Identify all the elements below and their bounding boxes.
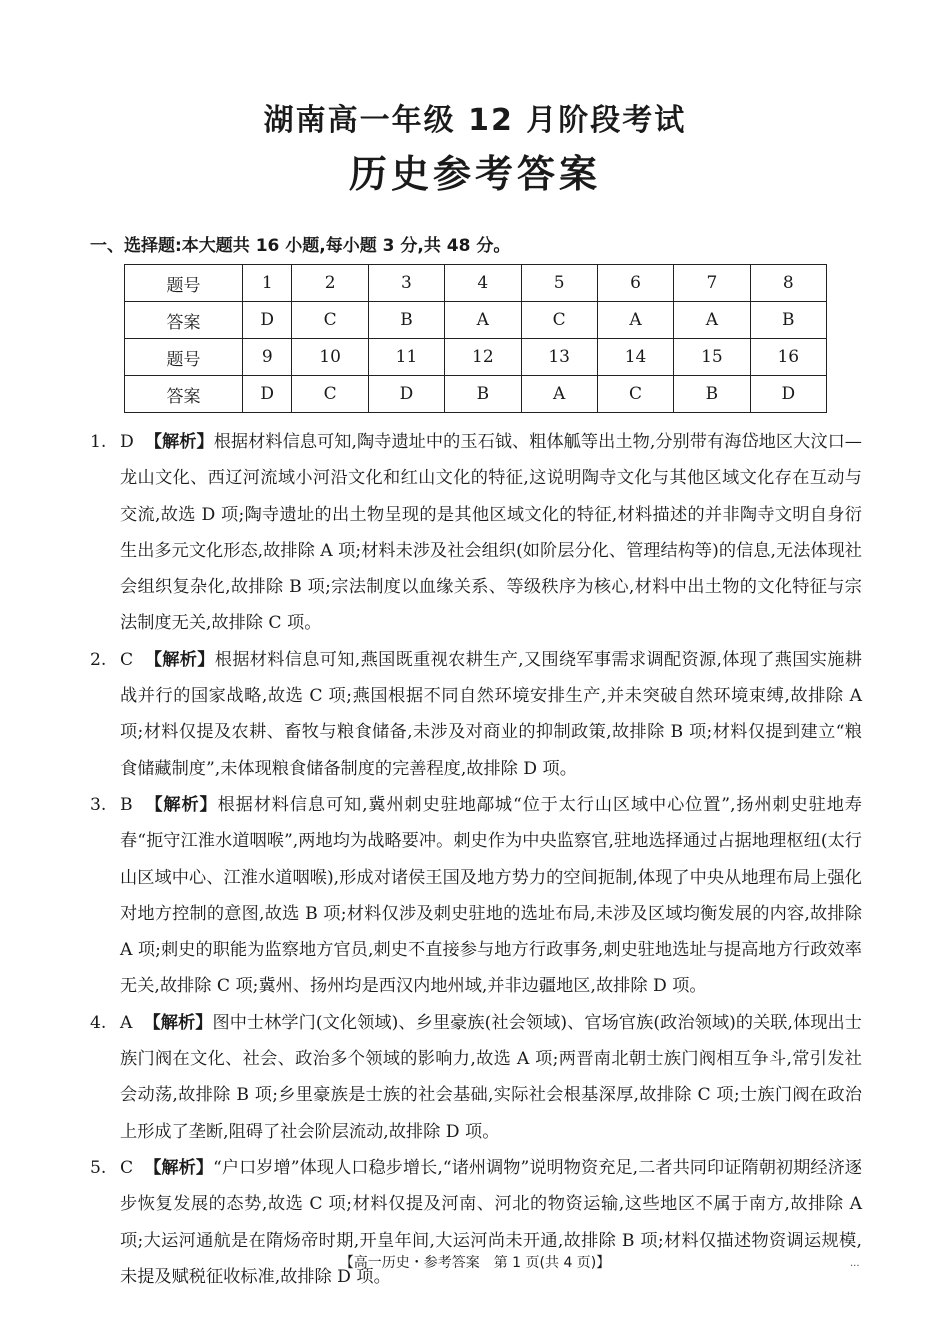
table-cell: 15	[674, 339, 750, 376]
item-answer: D	[120, 432, 134, 452]
table-cell: 3	[368, 265, 444, 302]
table-cell: D	[750, 376, 826, 413]
row-header-cell: 答案	[125, 376, 243, 413]
explanation-item	[90, 787, 862, 1005]
table-cell: 14	[597, 339, 673, 376]
item-number: 2.	[90, 649, 107, 670]
item-text: 图中士林学门(文化领域)、乡里豪族(社会领域)、官场官族(政治领域)的关联,体现出士族门阀在文化、社会、政治多个领域的影响力,故选 A 项;两晋南北朝士族门阀相互争斗,常引发社会动荡,故排除 B 项;乡里豪族是士族的社会基础,实际社会根基深厚,故排除 C 项;士族门阀在政治上形成了垄断,阻碍了社会阶层流动,故排除 D 项。	[120, 1012, 862, 1142]
item-number: 4.	[90, 1012, 107, 1033]
table-cell: 11	[368, 339, 444, 376]
table-cell: C	[597, 376, 673, 413]
analysis-tag: 【解析】	[144, 649, 215, 670]
table-cell: A	[521, 376, 597, 413]
item-number: 5.	[90, 1157, 107, 1178]
item-answer: A	[120, 1012, 133, 1033]
document-subtitle: 历史参考答案	[348, 152, 601, 196]
table-cell: D	[243, 376, 292, 413]
table-cell: 4	[445, 265, 521, 302]
analysis-tag: 【解析】	[145, 794, 218, 815]
item-text: 根据材料信息可知,燕国既重视农耕生产,又围绕军事需求调配资源,体现了燕国实施耕战并行的国家战略,故选 C 项;燕国根据不同自然环境安排生产,并未突破自然环境束缚,故排除 A 项;材料仅提及农耕、畜牧与粮食储备,未涉及对商业的抑制政策,故排除 B 项;材料仅提到建立“粮食储藏制度”,未体现粮食储备制度的完善程度,故排除 D 项。	[120, 649, 862, 779]
table-row	[125, 339, 827, 376]
explanation-item	[90, 1005, 862, 1150]
table-cell: 9	[243, 339, 292, 376]
explanation-item	[90, 642, 862, 787]
table-cell: 10	[292, 339, 368, 376]
item-answer: B	[120, 794, 133, 815]
item-answer: C	[120, 649, 134, 670]
table-cell: 6	[597, 265, 673, 302]
row-header-cell: 题号	[125, 339, 243, 376]
table-cell: 8	[750, 265, 826, 302]
table-row	[125, 302, 827, 339]
table-cell: 12	[445, 339, 521, 376]
table-cell: A	[445, 302, 521, 339]
table-cell: B	[750, 302, 826, 339]
row-header-cell: 题号	[125, 265, 243, 302]
exam-title: 湖南高一年级 12 月阶段考试	[263, 103, 687, 138]
table-cell: B	[674, 376, 750, 413]
item-text: “户口岁增”体现人口稳步增长,“诸州调物”说明物资充足,二者共同印证隋朝初期经济逐步恢复发展的态势,故选 C 项;材料仅提及河南、河北的物资运输,这些地区不属于南方,故排除 A 项;大运河通航是在隋炀帝时期,开皇年间,大运河尚未开通,故排除 B 项;材料仅描述物资调运规模,未提及赋税征收标准,故排除 D 项。	[120, 1157, 862, 1287]
item-number: 1.	[90, 432, 107, 452]
page-footer: 【高一历史・参考答案 第 1 页(共 4 页)】	[339, 1255, 611, 1271]
table-cell: A	[674, 302, 750, 339]
table-cell: 2	[292, 265, 368, 302]
table-cell: C	[521, 302, 597, 339]
table-cell: A	[597, 302, 673, 339]
item-number: 3.	[90, 794, 107, 815]
analysis-tag: 【解析】	[143, 1012, 213, 1033]
explanation-item	[90, 424, 862, 642]
section-heading: 一、选择题:本大题共 16 小题,每小题 3 分,共 48 分。	[90, 236, 511, 256]
table-cell: 7	[674, 265, 750, 302]
table-cell: B	[368, 302, 444, 339]
table-cell: C	[292, 376, 368, 413]
analysis-tag: 【解析】	[144, 432, 214, 452]
table-cell: 16	[750, 339, 826, 376]
footer-mark: ...	[850, 1258, 860, 1269]
explanation-item	[90, 1150, 862, 1295]
table-cell: 1	[243, 265, 292, 302]
item-text: 根据材料信息可知,冀州刺史驻地鄗城“位于太行山区域中心位置”,扬州刺史驻地寿春“扼守江淮水道咽喉”,两地均为战略要冲。刺史作为中央监察官,驻地选择通过占据地理枢纽(太行山区域中心、江淮水道咽喉),形成对诸侯王国及地方势力的空间扼制,体现了中央从地理布局上强化对地方控制的意图,故选 B 项;材料仅涉及刺史驻地的选址布局,未涉及区域均衡发展的内容,故排除 A 项;刺史的职能为监察地方官员,刺史不直接参与地方行政事务,刺史驻地选址与提高地方行政效率无关,故排除 C 项;冀州、扬州均是西汉内地州域,并非边疆地区,故排除 D 项。	[120, 794, 862, 997]
answer-table	[124, 264, 827, 413]
table-cell: B	[445, 376, 521, 413]
table-row	[125, 376, 827, 413]
table-cell: C	[292, 302, 368, 339]
item-text: 根据材料信息可知,陶寺遗址中的玉石钺、粗体觚等出土物,分别带有海岱地区大汶口—龙山文化、西辽河流域小河沿文化和红山文化的特征,这说明陶寺文化与其他区域文化存在互动与交流,故选 D 项;陶寺遗址的出土物呈现的是其他区域文化的特征,材料描述的并非陶寺文明自身衍生出多元文化形态,故排除 A 项;材料未涉及社会组织(如阶层分化、管理结构等)的信息,无法体现社会组织复杂化,故排除 B 项;宗法制度以血缘关系、等级秩序为核心,材料中出土物的文化特征与宗法制度无关,故排除 C 项。	[120, 432, 862, 634]
table-row	[125, 265, 827, 302]
table-cell: 5	[521, 265, 597, 302]
explanations	[90, 424, 862, 1295]
table-cell: 13	[521, 339, 597, 376]
table-cell: D	[243, 302, 292, 339]
item-answer: C	[120, 1157, 134, 1178]
table-cell: D	[368, 376, 444, 413]
row-header-cell: 答案	[125, 302, 243, 339]
analysis-tag: 【解析】	[144, 1157, 214, 1178]
